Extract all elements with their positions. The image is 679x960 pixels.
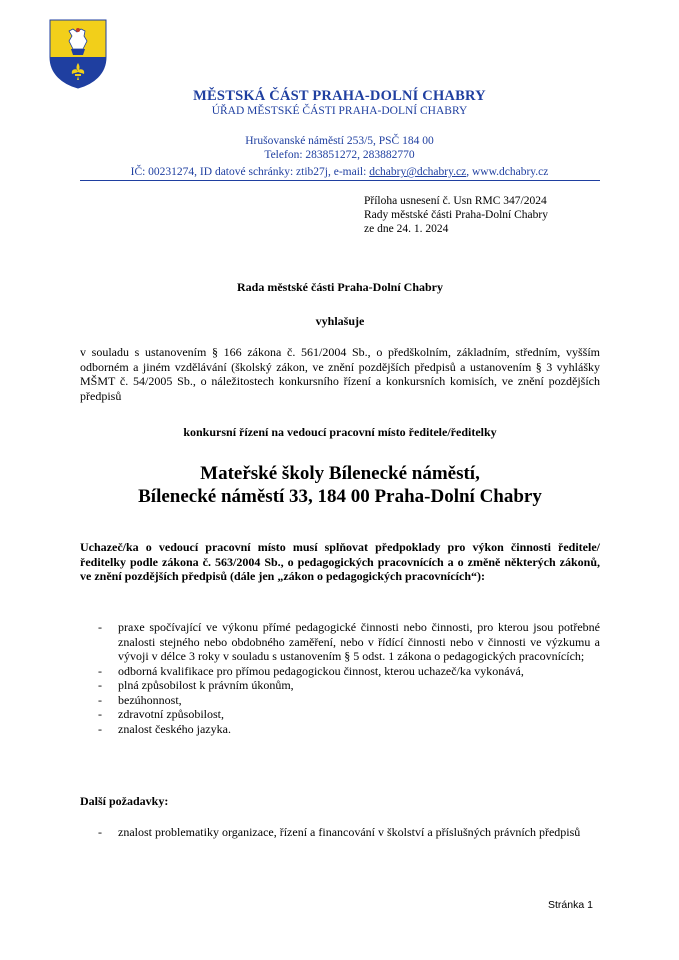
procedure-heading: konkursní řízení na vedoucí pracovní místo ředitele/ředitelky [183,425,497,439]
header-divider [80,180,600,181]
dash-bullet: - [98,721,102,736]
school-title [80,462,600,508]
legal-basis-paragraph: v souladu s ustanovením § 166 zákona č. 561/2004 Sb., o předškolním, základním, středním, vyšším odborném a jiném vzdělávání (školský zákon, ve znění pozdějších předpisů a ustanovením § 3 vyhlášky MŠMT č. 54/2005 Sb., o náležitostech konkursního řízení a konkursních komisích, ve znění pozdějších předpisů [80,345,600,403]
requirements-list [80,620,600,736]
school-title-line-2: Bílenecké náměstí 33, 184 00 Praha-Dolní Chabry [138,486,542,507]
other-requirements-heading: Další požadavky: [80,794,169,808]
list-item: - praxe spočívající ve výkonu přímé pedagogické činnosti nebo činnosti, pro kterou jsou potřebné znalosti stejného nebo obdobného zaměření, nebo v řídící činnosti nebo v činnosti ve výzkumu a vývoji v délce 3 roky v souladu s ustanovením § 5 odst. 1 zákona o pedagogických pracovnících; [98,620,600,663]
list-item: - bezúhonnost, [98,692,182,707]
office-subtitle: ÚŘAD MĚSTSKÉ ČÁSTI PRAHA-DOLNÍ CHABRY [211,105,468,117]
annex-line-3: ze dne 24. 1. 2024 [364,223,449,235]
ids-text: IČ: 00231274, ID datové schránky: ztib27j, e-mail: [130,166,370,178]
municipality-title: MĚSTSKÁ ČÁST PRAHA-DOLNÍ CHABRY [193,88,486,104]
list-item: - znalost českého jazyka. [98,721,231,736]
dash-bullet: - [98,620,102,634]
email-link[interactable]: dchabry@dchabry.cz [369,166,467,178]
annex-line-2: Rady městské části Praha-Dolní Chabry [364,209,548,221]
annex-note [364,194,548,236]
list-item: - znalost problematiky organizace, řízení a financování v školství a příslušných právních předpisů [98,825,581,839]
list-item: - zdravotní způsobilost, [98,707,224,721]
school-title-line-1: Mateřské školy Bílenecké náměstí, [200,463,480,484]
dash-bullet: - [98,678,102,692]
office-address: Hrušovanské náměstí 253/5, PSČ 184 00 [245,135,434,147]
dash-bullet: - [98,707,102,721]
other-requirements-list [80,825,600,840]
dash-bullet: - [98,663,102,678]
announces-heading: vyhlašuje [315,314,365,328]
office-identifiers [0,166,679,178]
website-text: , www.dchabry.cz [466,166,549,178]
requirements-intro: Uchazeč/ka o vedoucí pracovní místo musí splňovat předpoklady pro výkon činnosti ředitele/ředitelky podle zákona č. 563/2004 Sb., o pedagogických pracovnících a o změně některých zákonů, ve znění pozdějších předpisů (dále jen „zákon o pedagogických pracovnících“): [80,540,600,583]
office-phone: Telefon: 283851272, 283882770 [264,149,415,161]
page-number: Stránka 1 [548,899,593,911]
council-heading: Rada městské části Praha-Dolní Chabry [237,280,443,294]
dash-bullet: - [98,692,102,707]
coat-of-arms-icon [49,19,107,89]
dash-bullet: - [98,825,102,839]
list-item: - plná způsobilost k právním úkonům, [98,678,294,692]
annex-line-1: Příloha usnesení č. Usn RMC 347/2024 [364,195,547,207]
list-item: - odborná kvalifikace pro přímou pedagogickou činnost, kterou uchazeč/ka vykonává, [98,663,524,678]
